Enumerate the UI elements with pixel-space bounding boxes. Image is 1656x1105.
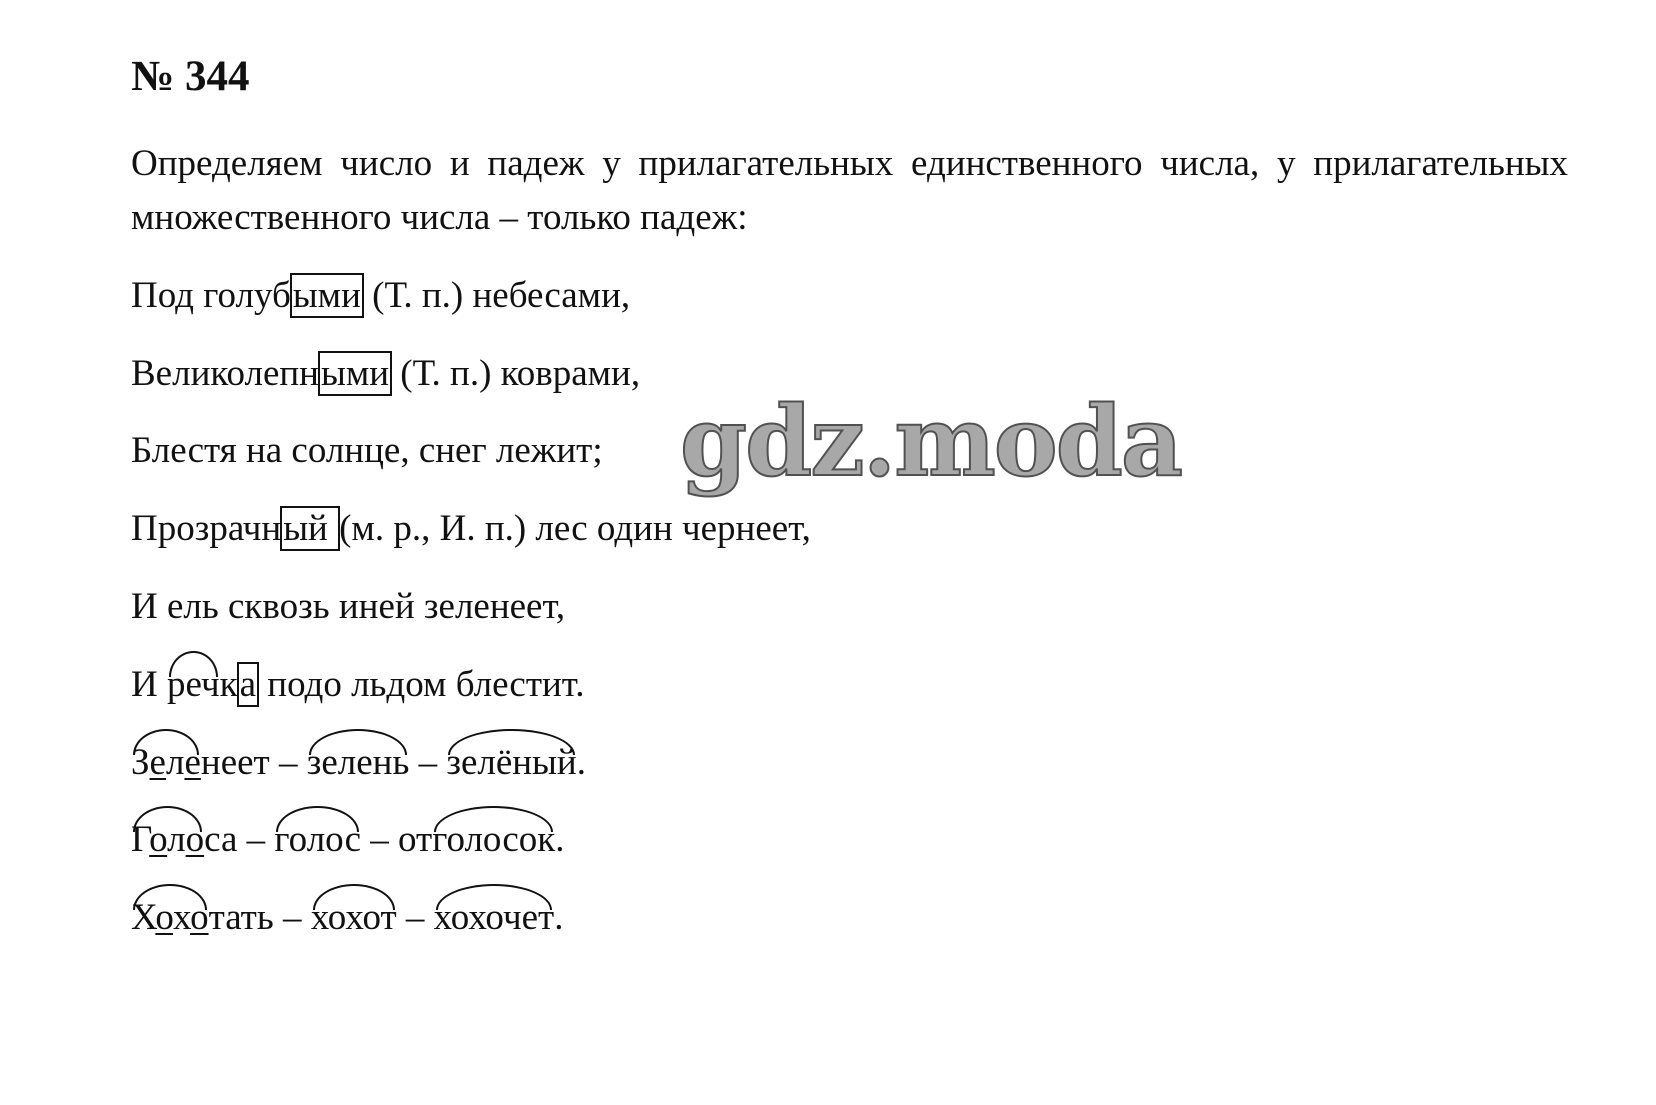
- line-rest: (Т. п.) коврами,: [391, 353, 641, 394]
- line-start: И: [131, 664, 167, 705]
- root-arc: зелёный: [446, 742, 577, 783]
- poem-line-1: [131, 274, 630, 318]
- exercise-number: № 344: [131, 53, 250, 100]
- root-arc: зелень: [306, 742, 410, 783]
- ending-box: ыми: [318, 351, 392, 396]
- root-arc: Хохо: [131, 897, 209, 938]
- vowel-underline: о: [185, 819, 205, 860]
- root-arc: Зеле: [131, 742, 201, 783]
- poem-line-6: [131, 663, 584, 707]
- root-arc: голос: [274, 819, 361, 860]
- vowel-underline: е: [149, 742, 166, 783]
- line-rest: подо льдом блестит.: [258, 664, 585, 705]
- vowel-underline: о: [155, 897, 173, 938]
- intro-paragraph: Определяем число и падеж у прилагательных единственного числа, у прилагательных множественного числа – только падеж:: [131, 143, 1568, 238]
- ending-box: а: [237, 662, 259, 707]
- word-family-line-2: Голоса – голос – отголосок.: [131, 819, 565, 860]
- root-arc: хохот: [310, 897, 397, 938]
- watermark-logo: gdz.moda: [680, 385, 1182, 498]
- vowel-underline: е: [184, 742, 201, 783]
- root-arc: Голо: [131, 819, 205, 860]
- word-family-line-1: Зеленеет – зелень – зелёный.: [131, 742, 586, 783]
- suffix-mark: к: [219, 664, 238, 705]
- line-rest: (м. р., И. п.) лес один чернеет,: [339, 508, 811, 549]
- poem-line-4: [131, 507, 811, 551]
- root-arc: реч: [166, 664, 220, 705]
- poem-line-3: Блестя на солнце, снег лежит;: [131, 430, 603, 471]
- poem-line-5: И ель сквозь иней зеленеет,: [131, 586, 566, 627]
- vowel-underline: о: [149, 819, 168, 860]
- word-stem: Под голуб: [131, 275, 291, 316]
- root-arc: голосок: [432, 819, 556, 860]
- poem-line-2: [131, 352, 640, 396]
- word-stem: Прозрачн: [131, 508, 282, 549]
- ending-box: ыми: [290, 273, 364, 318]
- vowel-underline: о: [190, 897, 209, 938]
- line-rest: (Т. п.) небесами,: [362, 275, 631, 316]
- word-stem: Великолепн: [131, 353, 319, 394]
- word-family-line-3: Хохотать – хохот – хохочет.: [131, 897, 564, 938]
- ending-box: ый: [280, 506, 340, 551]
- root-arc: хохочет: [433, 897, 555, 938]
